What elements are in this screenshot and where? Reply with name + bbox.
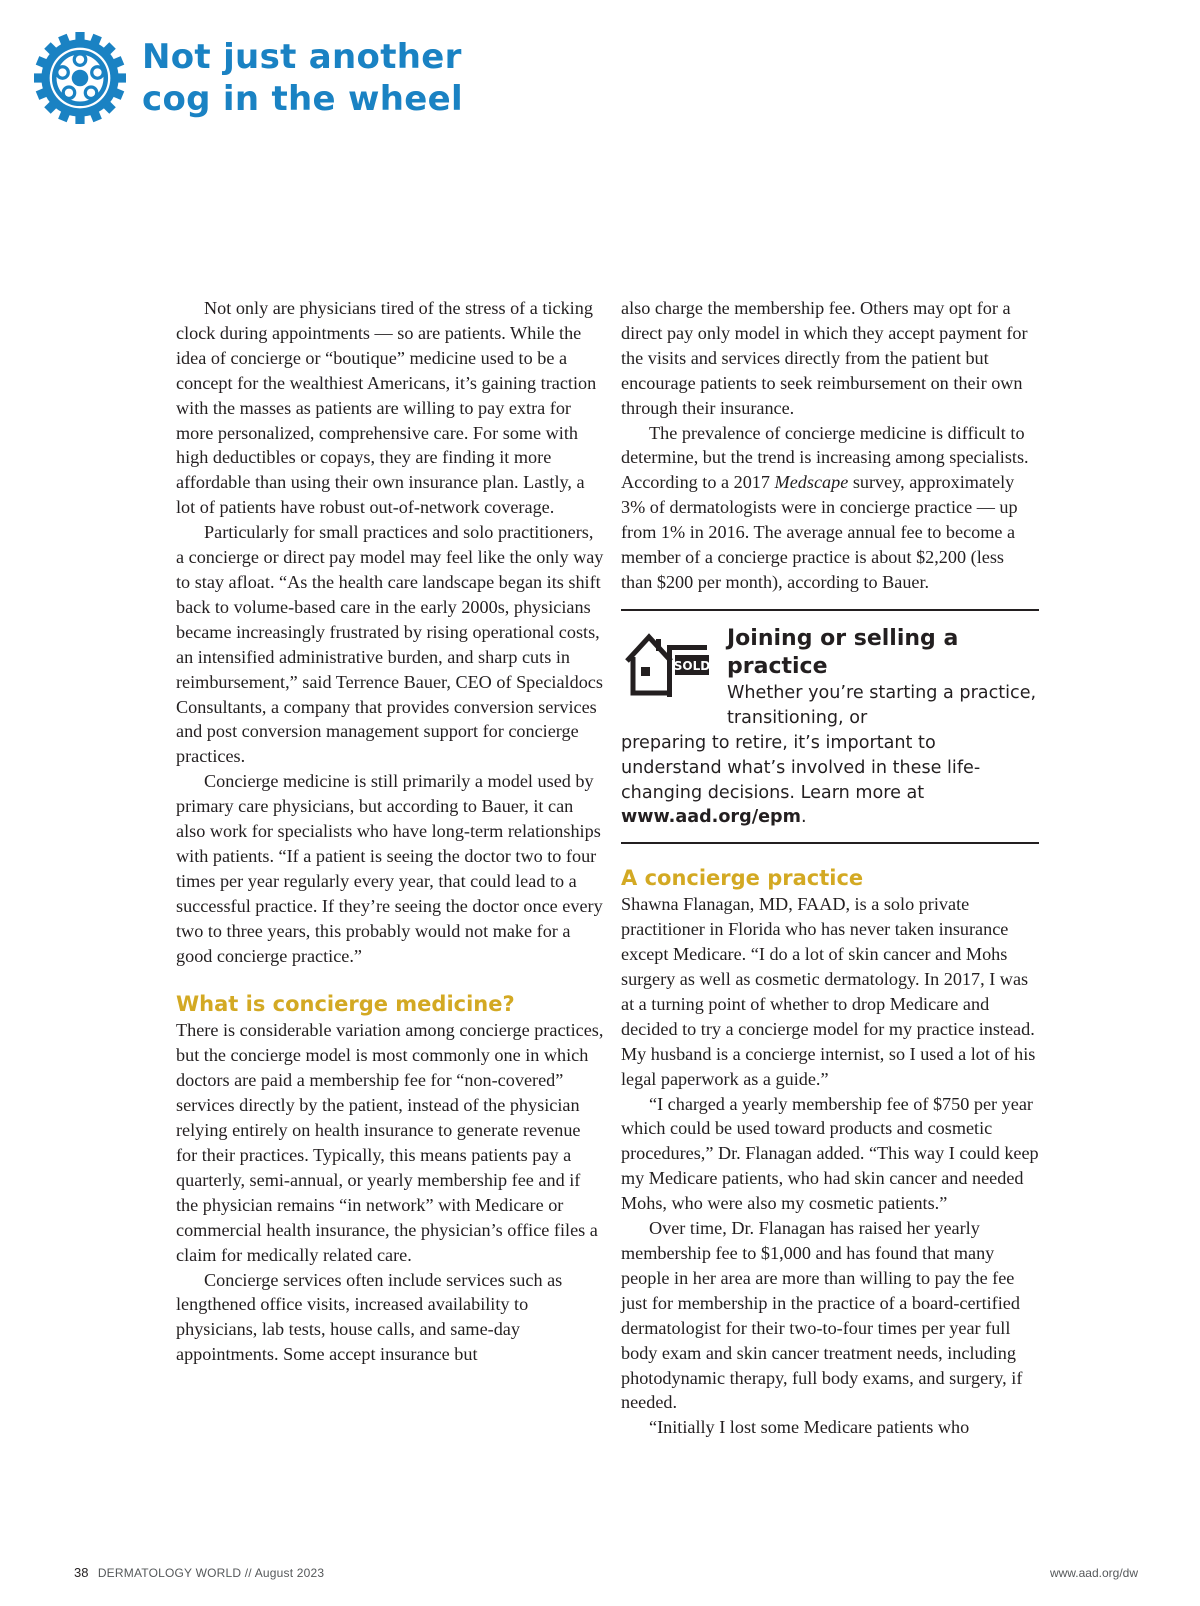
callout-box xyxy=(621,609,1039,844)
callout-lead: Whether you’re starting a practice, transitioning, or xyxy=(727,682,1037,728)
house-sold-sign-icon xyxy=(621,625,715,699)
paragraph: Concierge medicine is still primarily a model used by primary care physicians, but according to Bauer, it can also work for specialists who have long-term relationships with patients. “If a patient is seeing the doctor two to four times per year regularly every year, that could lead to a successful practice. If they’re seeing the doctor once every two to three years, this probably would not make for a good concierge practice.” xyxy=(176,771,603,966)
paragraph: There is considerable variation among concierge practices, but the concierge model is most commonly one in which doctors are paid a membership fee for “non-covered” services directly by the patient, instead of the physician relying entirely on health insurance to generate revenue for their practices. Typically, this means patients pay a quarterly, semi-annual, or yearly membership fee and if the physician remains “in network” with Medicare or commercial health insurance, the physician’s office files a claim for medically related care. xyxy=(176,1020,604,1265)
callout-body: preparing to retire, it’s important to understand what’s involved in these life-changing decisions. Learn more at xyxy=(621,732,981,803)
paragraph xyxy=(621,421,1039,595)
title-line-2: cog in the wheel xyxy=(142,79,463,119)
callout-trail: . xyxy=(800,807,807,828)
paragraph: also charge the membership fee. Others may opt for a direct pay only model in which they accept payment for the visits and services directly from the patient but encourage patients to seek reimbursement on their own through their insurance. xyxy=(621,298,1028,418)
paragraph: Over time, Dr. Flanagan has raised her yearly membership fee to $1,000 and has found that many people in her area are more than willing to pay the fee just for membership in the practice of a board-certified dermatologist for their two-to-four times per year full body exam and skin cancer treatment needs, including photodynamic therapy, full body exams, and surgery, if needed. xyxy=(621,1218,1023,1413)
right-column xyxy=(621,296,1039,1440)
publication-info: DERMATOLOGY WORLD // August 2023 xyxy=(97,1566,325,1580)
paragraph: Not only are physicians tired of the stress of a ticking clock during appointments — so are patients. While the idea of concierge or “boutique” medicine used to be a concept for the wealthiest Americans, it’s gaining traction with the masses as patients are willing to pay extra for more personalized, comprehensive care. For some with high deductibles or copays, they are finding it more affordable than using their own insurance plan. Lastly, a lot of patients have robust out-of-network coverage. xyxy=(176,298,597,518)
paragraph: Particularly for small practices and solo practitioners, a concierge or direct pay model may feel like the only way to stay afloat. “As the health care landscape began its shift back to volume-based care in the early 2000s, physicians became increasingly frustrated by rising operational costs, an intensified administrative burden, and sharp cuts in reimbursement,” said Terrence Bauer, CEO of Specialdocs Consultants, a company that provides conversion services and post conversion management support for concierge practices. xyxy=(176,522,604,767)
paragraph-text: The prevalence of concierge medicine is difficult to determine, but the trend is increasing among specialists. According to a 2017 xyxy=(621,422,1029,493)
paragraph: “I charged a yearly membership fee of $750 per year which could be used toward products and cosmetic procedures,” Dr. Flanagan added. “This way I could keep my Medicare patients, who had skin cancer and needed Mohs, who were also my cosmetic patients.” xyxy=(621,1093,1039,1214)
sold-sign-text: SOLD xyxy=(673,658,711,673)
section-heading-what-is-concierge: What is concierge medicine? xyxy=(176,992,515,1017)
callout-link[interactable]: www.aad.org/epm xyxy=(621,807,801,828)
paragraph: “Initially I lost some Medicare patients who xyxy=(649,1417,970,1438)
paragraph-text: survey, approximately 3% of dermatologists were in concierge practice — up from 1% in 2016. The average annual fee to become a member of a concierge practice is about $2,200 (less than $200 per month), according to Bauer. xyxy=(621,472,1018,592)
paragraph: Shawna Flanagan, MD, FAAD, is a solo private practitioner in Florida who has never taken insurance except Medicare. “I do a lot of skin cancer and Mohs surgery as well as cosmetic dermatology. In 2017, I was at a turning point of whether to drop Medicare and decided to try a concierge model for my practice instead. My husband is a concierge internist, so I used a lot of his legal paperwork as a guide.” xyxy=(621,894,1036,1089)
page-title xyxy=(142,36,463,120)
publication-name: Medscape xyxy=(774,472,849,493)
callout-heading: Joining or selling a practice xyxy=(727,625,959,679)
footer-website[interactable]: www.aad.org/dw xyxy=(1049,1566,1138,1580)
section-heading-concierge-practice: A concierge practice xyxy=(621,866,864,891)
footer-left xyxy=(74,1565,324,1581)
left-column xyxy=(176,296,604,1367)
cog-icon xyxy=(34,32,126,124)
page-number: 38 xyxy=(74,1565,89,1580)
title-line-1: Not just another xyxy=(142,37,462,77)
callout-text xyxy=(621,731,1039,831)
paragraph: Concierge services often include services such as lengthened office visits, increased availability to physicians, lab tests, house calls, and same-day appointments. Some accept insurance but xyxy=(176,1269,563,1365)
